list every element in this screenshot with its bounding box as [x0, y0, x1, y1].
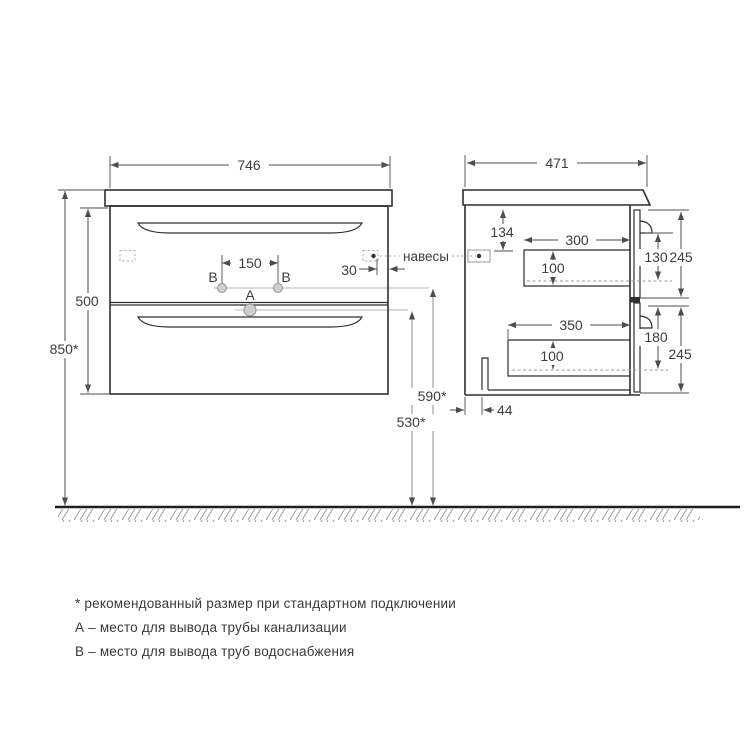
side-countertop — [463, 190, 650, 205]
footnotes — [75, 596, 456, 659]
front-bottom-drawer-handle — [138, 317, 362, 327]
dim-bottom-drawer-inner-height: 100 — [540, 348, 564, 364]
ground-hatching — [58, 509, 700, 522]
water-supply-hole-right — [274, 284, 283, 293]
drain-hole — [244, 304, 256, 316]
side-bottom-handle-profile — [640, 316, 652, 328]
hanger-icon-left — [120, 251, 135, 262]
front-top-drawer-handle — [138, 223, 362, 233]
dim-hanger-offset: 30 — [341, 262, 357, 278]
side-drawer-gap-mark — [631, 297, 641, 303]
side-bottom-drawer-front — [634, 303, 640, 392]
footnote-hole-b: В – место для вывода труб водоснабжения — [75, 644, 355, 659]
ground — [55, 507, 740, 522]
dim-bottom-section-height: 245 — [668, 346, 692, 362]
dimension-lines — [65, 163, 681, 506]
dim-holes-spacing: 150 — [238, 255, 262, 271]
dim-top-drawer-front: 130 — [644, 249, 668, 265]
dim-cabinet-height: 500 — [75, 293, 99, 309]
dim-bottom-drawer-front: 180 — [644, 329, 668, 345]
hole-b-right-label: B — [281, 269, 291, 285]
dim-hanger-from-top: 134 — [490, 224, 514, 240]
dim-bottom-drawer-depth: 350 — [559, 317, 583, 333]
hangers-label: навесы — [403, 249, 449, 264]
hanger-icon-right — [363, 251, 378, 262]
side-top-handle-profile — [640, 221, 652, 233]
dim-front-width: 746 — [237, 157, 261, 173]
water-supply-hole-left — [218, 284, 227, 293]
footnote-recommended-size: * рекомендованный размер при стандартном подключении — [75, 596, 457, 611]
dim-supply-height: 530* — [396, 414, 426, 430]
hanger-dot-side — [477, 254, 481, 258]
dim-drain-height: 590* — [417, 388, 447, 404]
dimension-labels — [50, 155, 693, 430]
dim-back-clearance: 44 — [497, 402, 513, 418]
hanger-dot-front — [371, 254, 375, 258]
footnote-hole-a: А – место для вывода трубы канализации — [75, 620, 347, 635]
dim-top-section-height: 245 — [669, 249, 693, 265]
dim-top-drawer-depth: 300 — [565, 232, 589, 248]
hole-b-left-label: B — [208, 269, 218, 285]
front-countertop — [105, 190, 392, 206]
dim-depth: 471 — [545, 155, 569, 171]
hole-a-label: A — [245, 287, 255, 303]
dim-total-height: 850* — [49, 341, 79, 357]
side-pipe-slot — [482, 358, 488, 390]
dim-top-drawer-inner-height: 100 — [541, 260, 565, 276]
